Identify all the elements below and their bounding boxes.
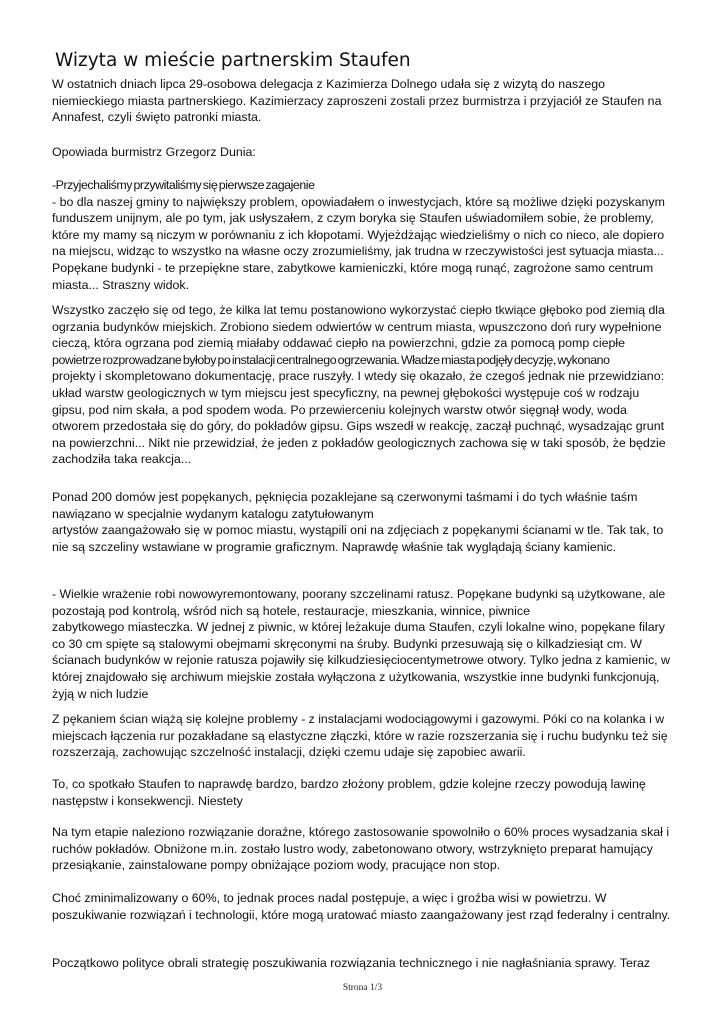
text-line: Ponad 200 domów jest popękanych, pęknięcia pozaklejane są czerwonymi taśmami i do tych właśnie taśm [52, 490, 638, 504]
text-line: powietrze rozprowadzane byłoby po instalacji centralnego ogrzewania. Władze miasta podjęły decyzję, wykonano [52, 352, 610, 367]
text-line: niemieckiego miasta partnerskiego. Kazimierzacy zaproszeni zostali przez burmistrza i przyjaciół ze Staufen na [52, 93, 662, 108]
text-line: której znajdowało się archiwum miejskie została wyłączona z użytkowania, wszystkie inne budynki funkcjonują, [52, 669, 660, 684]
text-line: ogrzania budynków miejskich. Zrobiono siedem odwiertów w centrum miasta, wpuszczono doń rury wypełnione [52, 319, 662, 334]
text-line: rozszerzają, zachowując szczelność instalacji, dzięki czemu udaje się zapobiec awarii. [52, 745, 526, 760]
text-line: Wszystko zaczęło się od tego, że kilka lat temu postanowiono wykorzystać ciepło tkwiące głęboko pod ziemią dla [52, 303, 665, 317]
text-line: W ostatnich dniach lipca 29-osobowa delegacja z Kazimierza Dolnego udała się z wizytą do naszego [52, 77, 606, 91]
text-line: otworem przedostała się do góry, do pokładów gipsu. Gips wszedł w reakcję, zaczął puchnąć, wysadzając grunt [52, 419, 665, 434]
paragraph [52, 824, 670, 874]
text-line: poszukiwanie rozwiązań i technologii, które mogą uratować miasto zaangażowany jest rząd federalny i centralny. [52, 907, 670, 922]
text-line: cieczą, która ogrzana pod ziemią miałaby oddawać ciepło na powierzchni, gdzie za pomocą pomp ciepłe [52, 336, 626, 351]
paragraph [52, 302, 670, 468]
text-line: Choć zminimalizowany o 60%, to jednak proces nadal postępuje, a więc i groźba wisi w powietrzu. W [52, 891, 607, 905]
paragraph [52, 76, 670, 126]
text-line: -Przyjechaliśmy przywitaliśmy się pierwsze zagajenie [52, 178, 315, 192]
text-line: zabytkowego miasteczka. W jednej z piwnic, w której leżakuje duma Staufen, czyli lokalne wino, popękane filary [52, 620, 665, 635]
text-line: gipsu, pod nim skała, a pod spodem woda. Po przewierceniu kolejnych warstw otwór sięgnął wody, woda [52, 402, 627, 417]
text-line: Annafest, czyli święto patronki miasta. [52, 110, 262, 125]
text-line: żyją w nich ludzie [52, 686, 149, 701]
page-number: Strona 1/3 [342, 983, 383, 993]
text-line: Początkowo polityce obrali strategię poszukiwania rozwiązania technicznego i nie nagłaśniania sprawy. Teraz [52, 956, 651, 970]
paragraph [52, 489, 670, 555]
text-line: na miejscu, widząc to wszystko na własne oczy zrozumieliśmy, jak trudna w rzeczywistości jest sytuacja miasta... [52, 244, 664, 259]
paragraph [52, 177, 670, 293]
text-line: ruchów pokładów. Obniżone m.in. zostało lustro wody, zabetonowano otwory, wstrzyknięto preparat hamujący [52, 841, 653, 856]
text-line: miejscach łączenia rur pozakładane są elastyczne złączki, które w razie rozszerzania się i ruchu budynku też się [52, 728, 668, 743]
text-line: co 30 cm spięte są stalowymi obejmami skręconymi na śruby. Budynki przesuwają się o kilkadziesiąt cm. W [52, 636, 642, 651]
text-line: następstw i konsekwencji. Niestety [52, 793, 243, 808]
text-line: To, co spotkało Staufen to naprawdę bardzo, bardzo złożony problem, gdzie kolejne rzeczy powodują lawinę [52, 777, 646, 791]
text-line: nie są szczeliny wstawiane w programie graficznym. Naprawdę właśnie tak wyglądają ściany kamienic. [52, 539, 617, 554]
text-line: miasta... Straszny widok. [52, 277, 190, 292]
page-title: Wizyta w mieście partnerskim Staufen [55, 50, 411, 71]
text-line: przesiąkanie, zainstalowane pompy obniżające poziom wody, pracujące non stop. [52, 858, 501, 873]
text-line: układ warstw geologicznych w tym miejscu jest specyficzny, na pewnej głębokości występuje coś w rodzaju [52, 385, 640, 400]
paragraph [52, 955, 670, 972]
text-line: Z pękaniem ścian wiążą się kolejne problemy - z instalacjami wodociągowymi i gazowymi. Póki co na kolanka i w [52, 712, 665, 726]
text-line: Popękane budynki - te przepiękne stare, zabytkowe kamieniczki, które mogą runąć, zagrożone samo centrum [52, 260, 654, 275]
text-line: artystów zaangażowało się w pomoc miastu, wystąpili oni na zdjęciach z popękanymi ścianami w tle. Tak tak, to [52, 523, 664, 538]
text-line: projekty i skompletowano dokumentację, prace ruszyły. I wtedy się okazało, że czegoś jednak nie przewidziano: [52, 369, 665, 384]
paragraph [52, 776, 670, 809]
text-line: zachodziła taka reakcja... [52, 452, 192, 467]
text-line: - bo dla naszej gminy to największy problem, opowiadałem o inwestycjach, które są możliwe dzięki pozyskanym [52, 194, 665, 209]
text-line: Opowiada burmistrz Grzegorz Dunia: [52, 145, 256, 159]
text-line: funduszem unijnym, ale po tym, jak usłyszałem, z czym boryka się Staufen uświadomiłem sobie, że problemy, [52, 211, 654, 226]
text-line: - Wielkie wrażenie robi nowowyremontowany, poorany szczelinami ratusz. Popękane budynki są użytkowane, ale [52, 587, 666, 601]
text-line: nawiązano w specjalnie wydanym katalogu zatytułowanym [52, 506, 374, 521]
paragraph [52, 711, 670, 761]
text-line: pozostają pod kontrolą, wśród nich są hotele, restauracje, mieszkania, winnice, piwnice [52, 603, 530, 618]
text-line: na powierzchni... Nikt nie przewidział, że jeden z pokładów geologicznych zachowa się w taki sposób, że będzie [52, 435, 666, 450]
text-line: ścianach budynków w rejonie ratusza pojawiły się kilkudziesięciocentymetrowe otwory. Tylko jedna z kamienic, w [52, 653, 670, 668]
paragraph [52, 144, 670, 161]
paragraph [52, 890, 670, 923]
text-line: Na tym etapie naleziono rozwiązanie doraźne, którego zastosowanie spowolniło o 60% proces wysadzania skał i [52, 825, 670, 839]
paragraph [52, 586, 670, 702]
text-line: które my mamy są niczym w porównaniu z ich kłopotami. Wyjeżdżając wiedzieliśmy o nich co nieco, ale dopiero [52, 227, 665, 242]
